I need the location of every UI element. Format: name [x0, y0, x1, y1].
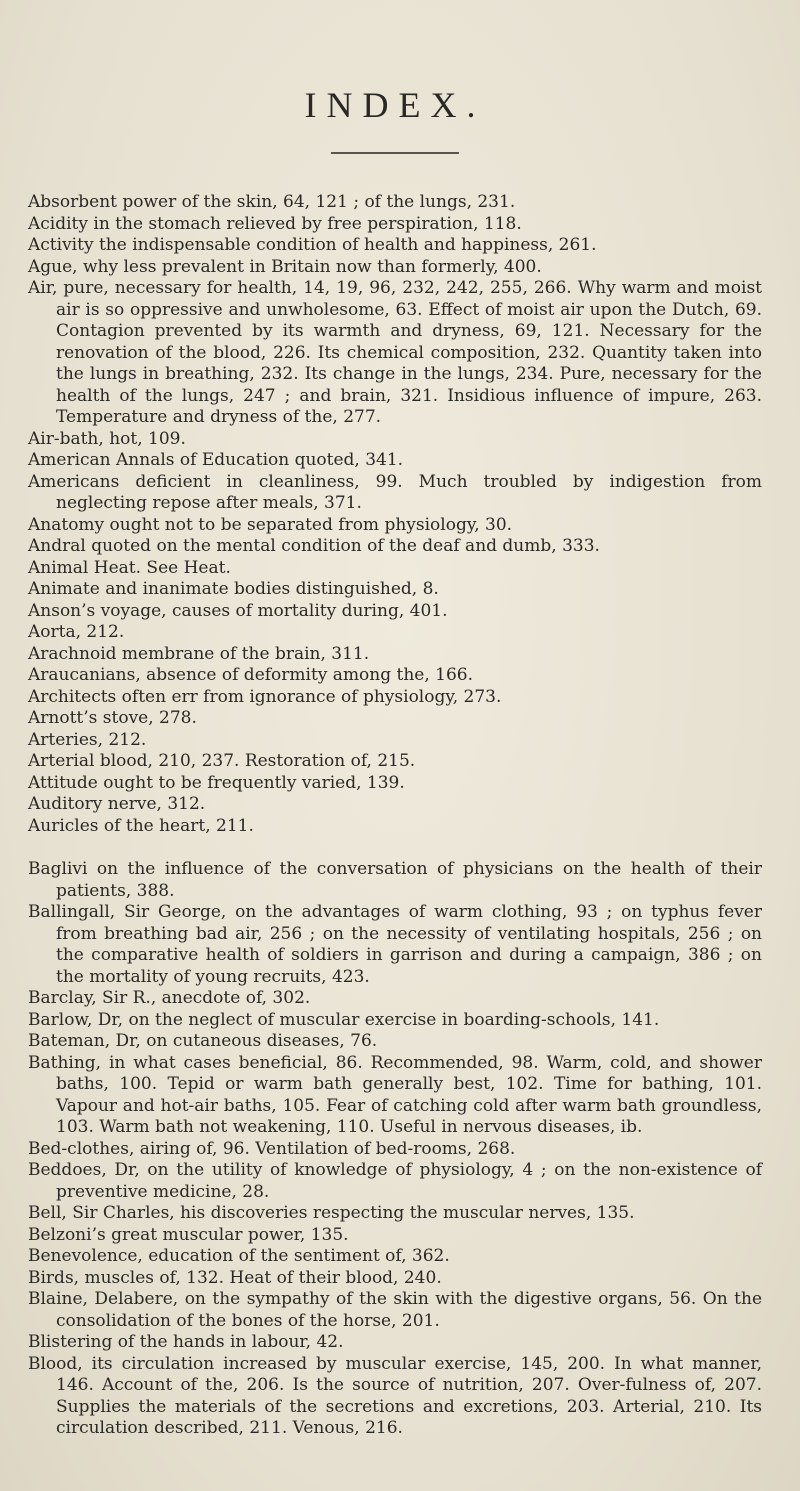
- index-entry: Bateman, Dr, on cutaneous diseases, 76.: [28, 1031, 378, 1051]
- index-entry: Arterial blood, 210, 237. Restoration of, 215.: [28, 751, 416, 771]
- index-entry: Ague, why less prevalent in Britain now than formerly, 400.: [28, 256, 542, 277]
- index-entry: Blood, its circulation increased by muscular exercise, 145, 200. In what manner, 146. Account of the, 206. Is the source of nutrition, 207. Over-fulness of, 207. Supplies the materials of the secretions and excretions, 203. Arterial, 210. Its circulation described, 211. Venous, 216.: [28, 1353, 762, 1438]
- index-entry: Baglivi on the influence of the conversation of physicians on the health of their patients, 388.: [28, 859, 762, 901]
- index-entry: Anatomy ought not to be separated from physiology, 30.: [28, 514, 513, 535]
- index-entry: Beddoes, Dr, on the utility of knowledge of physiology, 4 ; on the non-existence of preventive medicine, 28.: [28, 1160, 762, 1202]
- index-entry: Anson’s voyage, causes of mortality during, 401.: [28, 600, 448, 621]
- index-section-a: [28, 192, 762, 837]
- index-entry: Bathing, in what cases beneficial, 86. Recommended, 98. Warm, cold, and shower baths, 100. Tepid or warm bath generally best, 102. Time for bathing, 101. Vapour and hot-air baths, 105. Fear of catching cold after warm bath groundless, 103. Warm bath not weakening, 110. Useful in nervous diseases, ib.: [28, 1052, 762, 1137]
- index-entry: Barclay, Sir R., anecdote of, 302.: [28, 988, 311, 1008]
- page-title: INDEX.: [304, 85, 486, 125]
- index-entry: Benevolence, education of the sentiment of, 362.: [28, 1246, 450, 1266]
- index-entry: Barlow, Dr, on the neglect of muscular exercise in boarding-schools, 141.: [28, 1009, 660, 1030]
- index-entry: Blistering of the hands in labour, 42.: [28, 1332, 344, 1352]
- index-entry: Americans deficient in cleanliness, 99. Much troubled by indigestion from neglecting repose after meals, 371.: [28, 471, 762, 513]
- index-entry: Air-bath, hot, 109.: [28, 428, 186, 449]
- index-entry: Araucanians, absence of deformity among the, 166.: [28, 665, 474, 685]
- index-entry: Attitude ought to be frequently varied, 139.: [28, 772, 405, 793]
- index-entry: Bell, Sir Charles, his discoveries respecting the muscular nerves, 135.: [28, 1203, 635, 1223]
- index-section-b: [28, 859, 762, 1440]
- index-entry: Arteries, 212.: [28, 729, 147, 750]
- index-entry: Aorta, 212.: [28, 622, 125, 642]
- index-entry: Belzoni’s great muscular power, 135.: [28, 1224, 349, 1245]
- index-entry: Andral quoted on the mental condition of the deaf and dumb, 333.: [28, 536, 600, 556]
- title-rule: [331, 152, 459, 154]
- index-entry: Animal Heat. See Heat.: [28, 557, 231, 578]
- index-entry: Bed-clothes, airing of, 96. Ventilation of bed-rooms, 268.: [28, 1138, 516, 1159]
- index-entry: Blaine, Delabere, on the sympathy of the skin with the digestive organs, 56. On the consolidation of the bones of the horse, 201.: [28, 1289, 762, 1331]
- index-entry: Birds, muscles of, 132. Heat of their blood, 240.: [28, 1267, 442, 1288]
- index-entry: Acidity in the stomach relieved by free perspiration, 118.: [28, 213, 522, 234]
- index-entry: Auditory nerve, 312.: [28, 794, 206, 814]
- index-entry: Absorbent power of the skin, 64, 121 ; of the lungs, 231.: [28, 192, 516, 212]
- index-entry: Animate and inanimate bodies distinguished, 8.: [28, 579, 439, 599]
- index-entry: Auricles of the heart, 211.: [28, 815, 254, 836]
- index-entry: Activity the indispensable condition of health and happiness, 261.: [28, 235, 597, 255]
- index-entry: Arnott’s stove, 278.: [28, 708, 197, 728]
- section-gap: [28, 837, 762, 859]
- index-entries: [28, 192, 762, 1440]
- index-entry: Air, pure, necessary for health, 14, 19, 96, 232, 242, 255, 266. Why warm and moist air is so oppressive and unwholesome, 63. Effect of moist air upon the Dutch, 69. Contagion prevented by its warmth and dryness, 69, 121. Necessary for the renovation of the blood, 226. Its chemical composition, 232. Quantity taken into the lungs in breathing, 232. Its change in the lungs, 234. Pure, necessary for the health of the lungs, 247 ; and brain, 321. Insidious influence of impure, 263. Temperature and dryness of the, 277.: [28, 278, 762, 427]
- index-entry: Arachnoid membrane of the brain, 311.: [28, 643, 370, 664]
- index-entry: Ballingall, Sir George, on the advantages of warm clothing, 93 ; on typhus fever from breathing bad air, 256 ; on the necessity of ventilating hospitals, 256 ; on the comparative health of soldiers in garrison and during a campaign, 386 ; on the mortality of young recruits, 423.: [28, 902, 762, 987]
- index-entry: American Annals of Education quoted, 341.: [28, 450, 404, 470]
- index-entry: Architects often err from ignorance of physiology, 273.: [28, 686, 502, 707]
